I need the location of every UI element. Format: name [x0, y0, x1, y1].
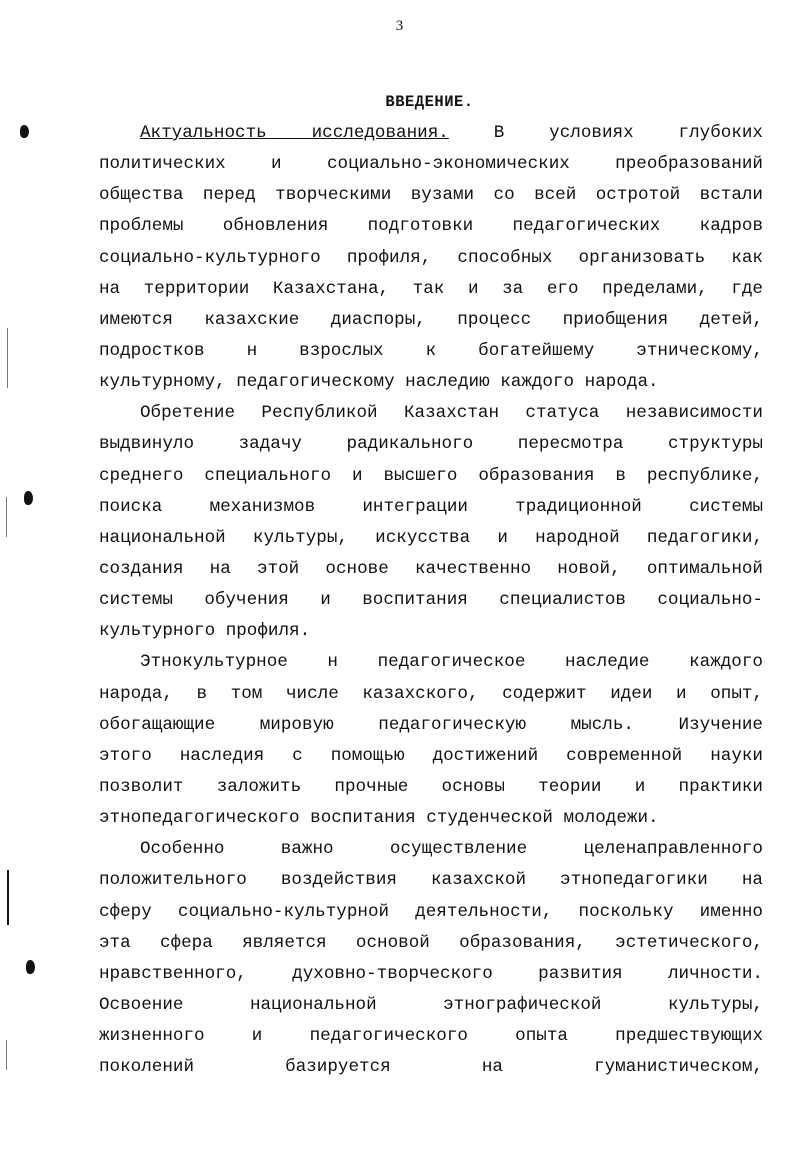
- text-line: проблемы обновления подготовки педагогических кадров: [99, 216, 763, 237]
- text-line: национальной культуры, искусства и народной педагогики,: [99, 527, 763, 548]
- text-line: культурному, педагогическому наследию каждого народа.: [99, 372, 659, 393]
- text-line: Особенно важно осуществление целенаправленного: [140, 839, 763, 860]
- scan-line: [7, 870, 9, 925]
- scan-mark: [20, 125, 29, 138]
- text-line: Обретение Республикой Казахстан статуса независимости: [140, 403, 763, 424]
- text-line: сферу социально-культурной деятельности, поскольку именно: [99, 901, 763, 922]
- text-line: жизненного и педагогического опыта предшествующих: [99, 1026, 763, 1047]
- text-line: культурного профиля.: [99, 621, 311, 642]
- subheading: Актуальность исследования.: [140, 123, 449, 143]
- text-line: этого наследия с помощью достижений современной науки: [99, 745, 763, 766]
- text-line: подростков н взрослых к богатейшему этническому,: [99, 340, 763, 361]
- line-text: В условиях глубоких: [448, 123, 763, 143]
- text-line: нравственного, духовно-творческого развития личности.: [99, 963, 763, 984]
- text-line: социально-культурного профиля, способных организовать как: [99, 247, 763, 268]
- text-line: выдвинуло задачу радикального пересмотра структуры: [99, 434, 763, 455]
- text-line: положительного воздействия казахской этнопедагогики на: [99, 870, 763, 891]
- scan-line: [6, 1040, 7, 1070]
- text-line: системы обучения и воспитания специалистов социально-: [99, 590, 763, 611]
- section-heading: ВВЕДЕНИЕ.: [385, 93, 474, 111]
- text-line: народа, в том числе казахского, содержит идеи и опыт,: [99, 683, 763, 704]
- text-line: эта сфера является основой образования, эстетического,: [99, 932, 763, 953]
- body-text: [99, 118, 763, 1083]
- text-line: этнопедагогического воспитания студенческой молодежи.: [99, 808, 659, 829]
- text-line: создания на этой основе качественно новой, оптимальной: [99, 558, 763, 579]
- text-line: общества перед творческими вузами со всей остротой встали: [99, 185, 763, 206]
- text-line: политических и социально-экономических преобразований: [99, 154, 763, 175]
- page-number: 3: [395, 18, 404, 34]
- text-line: среднего специального и высшего образования в республике,: [99, 465, 763, 486]
- scan-mark: [26, 960, 35, 974]
- text-line: позволит заложить прочные основы теории и практики: [99, 776, 763, 797]
- text-line: Этнокультурное н педагогическое наследие каждого: [140, 652, 763, 673]
- text-line: поколений базируется на гуманистическом,: [99, 1057, 763, 1078]
- scan-mark: [24, 491, 33, 505]
- text-line: на территории Казахстана, так и за его пределами, где: [99, 278, 763, 299]
- text-line: Освоение национальной этнографической культуры,: [99, 994, 763, 1015]
- scan-line: [7, 328, 8, 388]
- scan-line: [6, 497, 7, 537]
- text-line: [99, 118, 763, 149]
- text-line: поиска механизмов интеграции традиционной системы: [99, 496, 763, 517]
- text-line: обогащающие мировую педагогическую мысль. Изучение: [99, 714, 763, 735]
- text-line: имеются казахские диаспоры, процесс приобщения детей,: [99, 309, 763, 330]
